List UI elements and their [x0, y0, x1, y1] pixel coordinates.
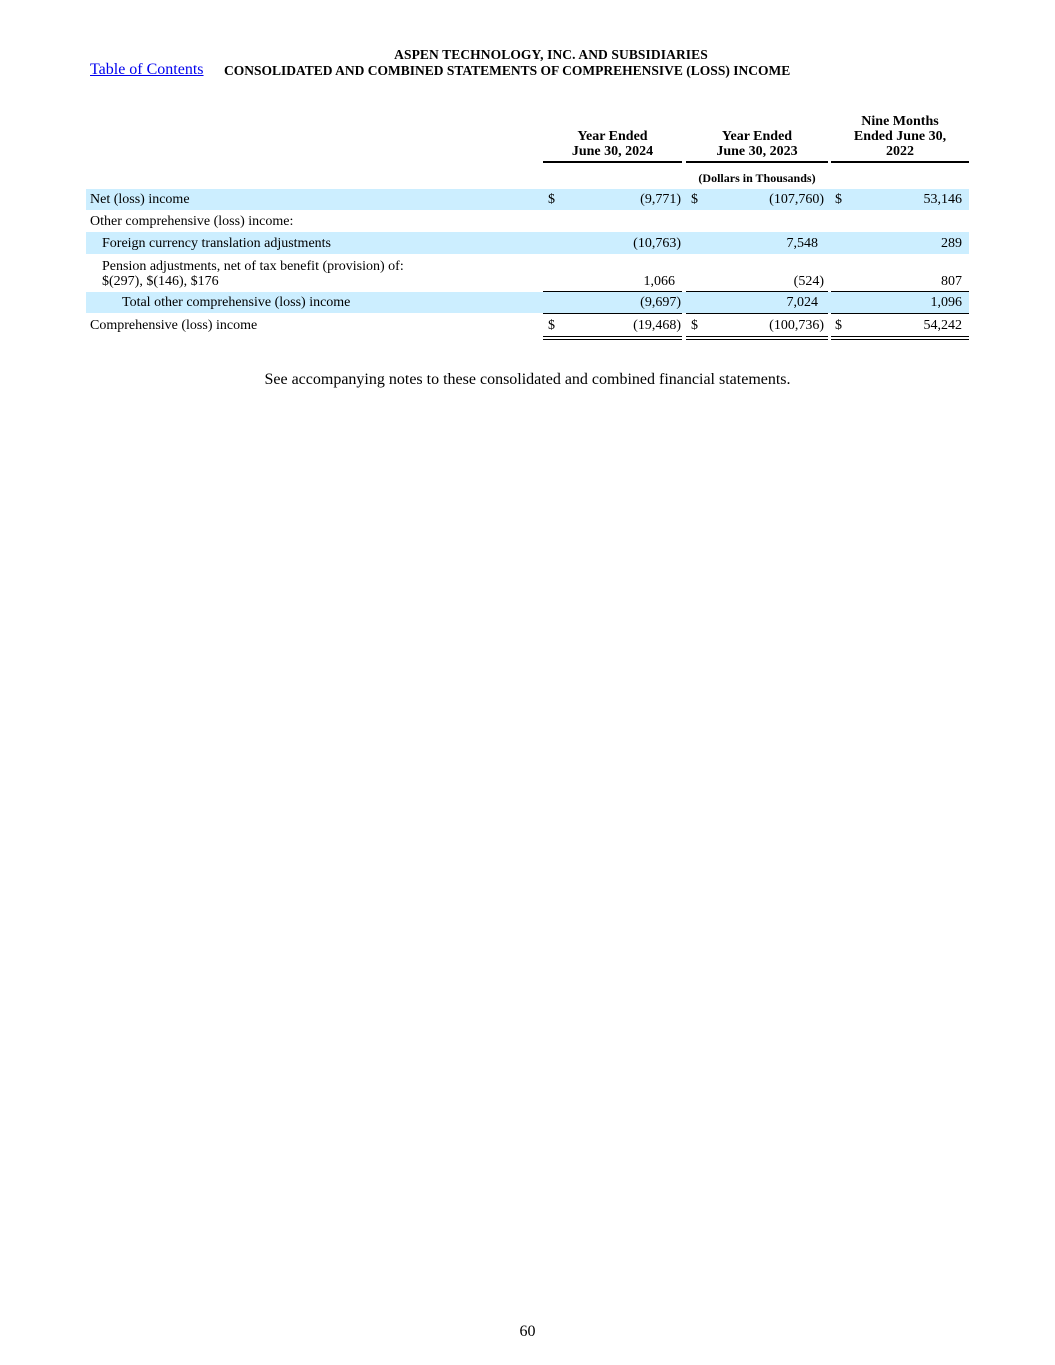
company-name: ASPEN TECHNOLOGY, INC. AND SUBSIDIARIES: [394, 47, 708, 62]
row-label: $(297), $(146), $176: [102, 274, 219, 289]
value-2024: (19,468): [633, 318, 681, 333]
total-double-rule: [831, 336, 969, 340]
row-label: Pension adjustments, net of tax benefit (provision) of:: [102, 259, 404, 274]
statement-title: CONSOLIDATED AND COMBINED STATEMENTS OF COMPREHENSIVE (LOSS) INCOME: [224, 63, 791, 78]
currency-symbol: $: [548, 192, 555, 207]
row-label: Foreign currency translation adjustments: [102, 236, 331, 251]
total-double-rule: [686, 336, 828, 340]
value-2024: (9,697): [640, 295, 681, 310]
footnote: See accompanying notes to these consolidated and combined financial statements.: [264, 371, 791, 388]
column-header-2022: Nine Months Ended June 30, 2022: [853, 114, 947, 159]
value-2022: 54,242: [923, 318, 962, 333]
value-2024: (9,771): [640, 192, 681, 207]
page-number: 60: [519, 1323, 536, 1340]
value-2023: 7,548: [786, 236, 818, 251]
value-2022: 289: [941, 236, 962, 251]
row-label: Total other comprehensive (loss) income: [122, 295, 351, 310]
column-header-2023: Year Ended June 30, 2023: [716, 129, 798, 159]
row-label: Net (loss) income: [90, 192, 190, 207]
currency-symbol: $: [835, 192, 842, 207]
column-header-2024: Year Ended June 30, 2024: [571, 129, 654, 159]
value-2022: 1,096: [930, 295, 962, 310]
column-header-rule: [831, 161, 969, 163]
table-row: [86, 254, 969, 292]
value-2023: (100,736): [769, 318, 824, 333]
total-double-rule: [543, 336, 682, 340]
value-2022: 807: [941, 274, 962, 289]
value-2023: (107,760): [769, 192, 824, 207]
column-header-rule: [686, 161, 828, 163]
currency-symbol: $: [835, 318, 842, 333]
currency-symbol: $: [691, 318, 698, 333]
value-2023: (524): [793, 274, 824, 289]
table-of-contents-link[interactable]: Table of Contents: [90, 61, 204, 78]
value-2024: 1,066: [643, 274, 675, 289]
row-label: Comprehensive (loss) income: [90, 318, 258, 333]
table-row: [86, 189, 969, 210]
value-2023: 7,024: [786, 295, 818, 310]
currency-symbol: $: [548, 318, 555, 333]
value-2024: (10,763): [633, 236, 681, 251]
row-label: Other comprehensive (loss) income:: [90, 214, 294, 229]
column-header-rule: [543, 161, 682, 163]
table-row: [86, 314, 969, 336]
table-row: [86, 232, 969, 254]
value-2022: 53,146: [923, 192, 962, 207]
table-row: [86, 292, 969, 313]
currency-symbol: $: [691, 192, 698, 207]
table-row: [86, 210, 969, 232]
units-note: (Dollars in Thousands): [698, 171, 816, 185]
